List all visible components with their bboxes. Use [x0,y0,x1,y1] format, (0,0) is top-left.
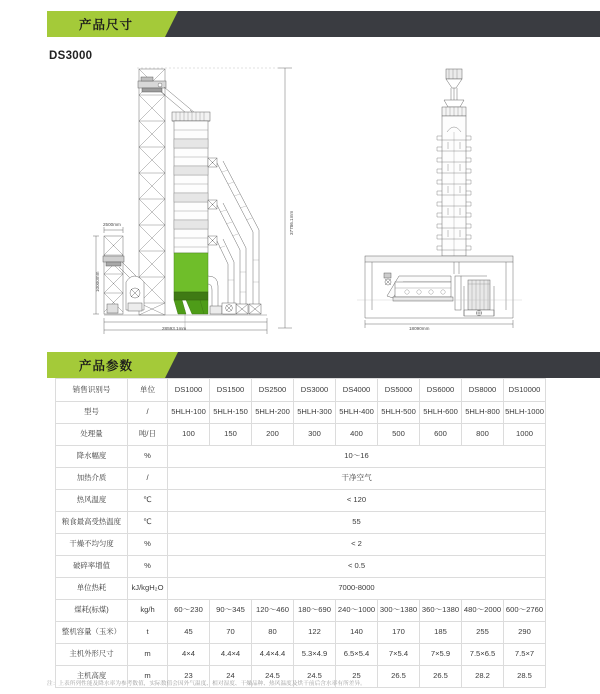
front-elevation-svg [82,60,342,345]
row-value: 28.2 [462,666,504,688]
row-label: 单位热耗 [56,578,128,600]
row-unit: ℃ [128,490,168,512]
row-value: 5HLH-200 [252,402,294,424]
row-value: 5HLH-1000 [504,402,546,424]
row-label: 干燥不均匀度 [56,534,128,556]
row-value: 45 [168,622,210,644]
row-value: 26.5 [378,666,420,688]
row-value: 500 [378,424,420,446]
row-value: 185 [420,622,462,644]
row-unit: % [128,534,168,556]
drawings-area [47,60,600,345]
section-bar-parameters [165,352,600,378]
table-header-model: DS5000 [378,379,420,402]
table-row [56,578,546,600]
row-label: 加热介质 [56,468,128,490]
section-header-parameters [47,352,600,378]
row-value: 4.4×4.4 [252,644,294,666]
table-header-model: DS1500 [210,379,252,402]
parameters-table-wrap [55,378,545,688]
table-header-model: DS2500 [252,379,294,402]
row-value: 290 [504,622,546,644]
row-unit: kJ/kgH₂O [128,578,168,600]
row-value: 4×4 [168,644,210,666]
table-row [56,600,546,622]
table-header-model: DS6000 [420,379,462,402]
section-tab-parameters [47,352,165,378]
row-value-merged: 55 [168,512,546,534]
row-value: 240～1000 [336,600,378,622]
table-row [56,402,546,424]
dimension-label-total-width: 28593.1mm [162,326,187,331]
row-value-merged: < 120 [168,490,546,512]
row-value: 1000 [504,424,546,446]
table-header-unit: 单位 [128,379,168,402]
row-value: 70 [210,622,252,644]
section-tab-dimensions [47,11,165,37]
row-value: 7.5×7 [504,644,546,666]
row-value-merged: 10～16 [168,446,546,468]
row-label: 破碎率增值 [56,556,128,578]
row-value: 600 [420,424,462,446]
row-value: 24.5 [252,666,294,688]
row-unit: m [128,666,168,688]
table-header-label: 销售识别号 [56,379,128,402]
row-label: 型号 [56,402,128,424]
row-label: 降水幅度 [56,446,128,468]
row-value: 600～2760 [504,600,546,622]
model-caption: DS3000 [49,50,93,62]
row-value: 5HLH-500 [378,402,420,424]
row-label: 主机外形尺寸 [56,644,128,666]
row-unit: m [128,644,168,666]
row-unit: % [128,556,168,578]
parameters-table [55,378,546,688]
row-value: 23 [168,666,210,688]
row-value: 140 [336,622,378,644]
table-header-model: DS10000 [504,379,546,402]
row-label: 整机容量（玉米） [56,622,128,644]
row-value: 300～1380 [378,600,420,622]
table-footnote: 注：上表所列性能及降水率为参考数值，实际数值会因外气温度、相对湿度、干燥品种、热风温度及烘干前后含水率有所差异。 [47,681,366,687]
row-label: 粮食最高受热温度 [56,512,128,534]
row-unit: 吨/日 [128,424,168,446]
row-value: 60～230 [168,600,210,622]
table-header-row [56,379,546,402]
section-header-dimensions [47,11,600,37]
row-value-merged: 干净空气 [168,468,546,490]
table-header-model: DS1000 [168,379,210,402]
table-row [56,556,546,578]
row-value: 28.5 [504,666,546,688]
row-value: 122 [294,622,336,644]
row-value: 100 [168,424,210,446]
row-value: 5HLH-150 [210,402,252,424]
dimension-label-tower-top: 2500mm [103,222,121,227]
row-value-merged: 7000-8000 [168,578,546,600]
table-header-model: DS8000 [462,379,504,402]
row-label: 热风温度 [56,490,128,512]
table-row [56,622,546,644]
parameters-table-body [56,379,546,688]
row-value: 80 [252,622,294,644]
section-bar-dimensions [165,11,600,37]
row-unit: t [128,622,168,644]
row-value: 150 [210,424,252,446]
row-value-merged: < 0.5 [168,556,546,578]
row-label: 主机高度 [56,666,128,688]
row-value: 5HLH-100 [168,402,210,424]
table-header-model: DS4000 [336,379,378,402]
table-row [56,644,546,666]
row-label: 煤耗(标煤) [56,600,128,622]
row-value: 90～345 [210,600,252,622]
row-unit: / [128,468,168,490]
table-row [56,468,546,490]
dimension-label-side-width: 18090mm [409,326,430,331]
row-value: 6.5×5.4 [336,644,378,666]
table-row [56,534,546,556]
row-value: 360～1380 [420,600,462,622]
table-row [56,490,546,512]
table-row [56,424,546,446]
row-value: 25 [336,666,378,688]
table-header-model: DS3000 [294,379,336,402]
row-value: 7×5.9 [420,644,462,666]
section-title-parameters: 产品参数 [78,359,133,373]
row-value: 400 [336,424,378,446]
side-elevation-drawing [347,60,600,345]
row-value: 26.5 [420,666,462,688]
front-elevation-drawing [82,60,342,345]
row-unit: kg/h [128,600,168,622]
section-title-dimensions: 产品尺寸 [78,18,133,32]
row-value: 7×5.4 [378,644,420,666]
row-value: 5HLH-800 [462,402,504,424]
row-value: 800 [462,424,504,446]
row-value: 200 [252,424,294,446]
row-value: 24 [210,666,252,688]
row-unit: ℃ [128,512,168,534]
row-value: 5.3×4.9 [294,644,336,666]
row-value: 480～2000 [462,600,504,622]
row-value: 255 [462,622,504,644]
row-value-merged: < 2 [168,534,546,556]
row-value: 7.5×6.5 [462,644,504,666]
dimension-label-tower-height: 10000mm [95,271,100,292]
row-value: 170 [378,622,420,644]
row-value: 4.4×4 [210,644,252,666]
row-value: 120～460 [252,600,294,622]
row-value: 5HLH-400 [336,402,378,424]
row-unit: % [128,446,168,468]
row-label: 处理量 [56,424,128,446]
dimension-label-total-height: 37786.1mm [289,210,294,235]
row-value: 5HLH-300 [294,402,336,424]
table-row [56,446,546,468]
row-value: 24.5 [294,666,336,688]
row-value: 180～690 [294,600,336,622]
row-value: 5HLH-600 [420,402,462,424]
side-elevation-svg [347,60,600,345]
row-unit: / [128,402,168,424]
table-row [56,512,546,534]
row-value: 300 [294,424,336,446]
